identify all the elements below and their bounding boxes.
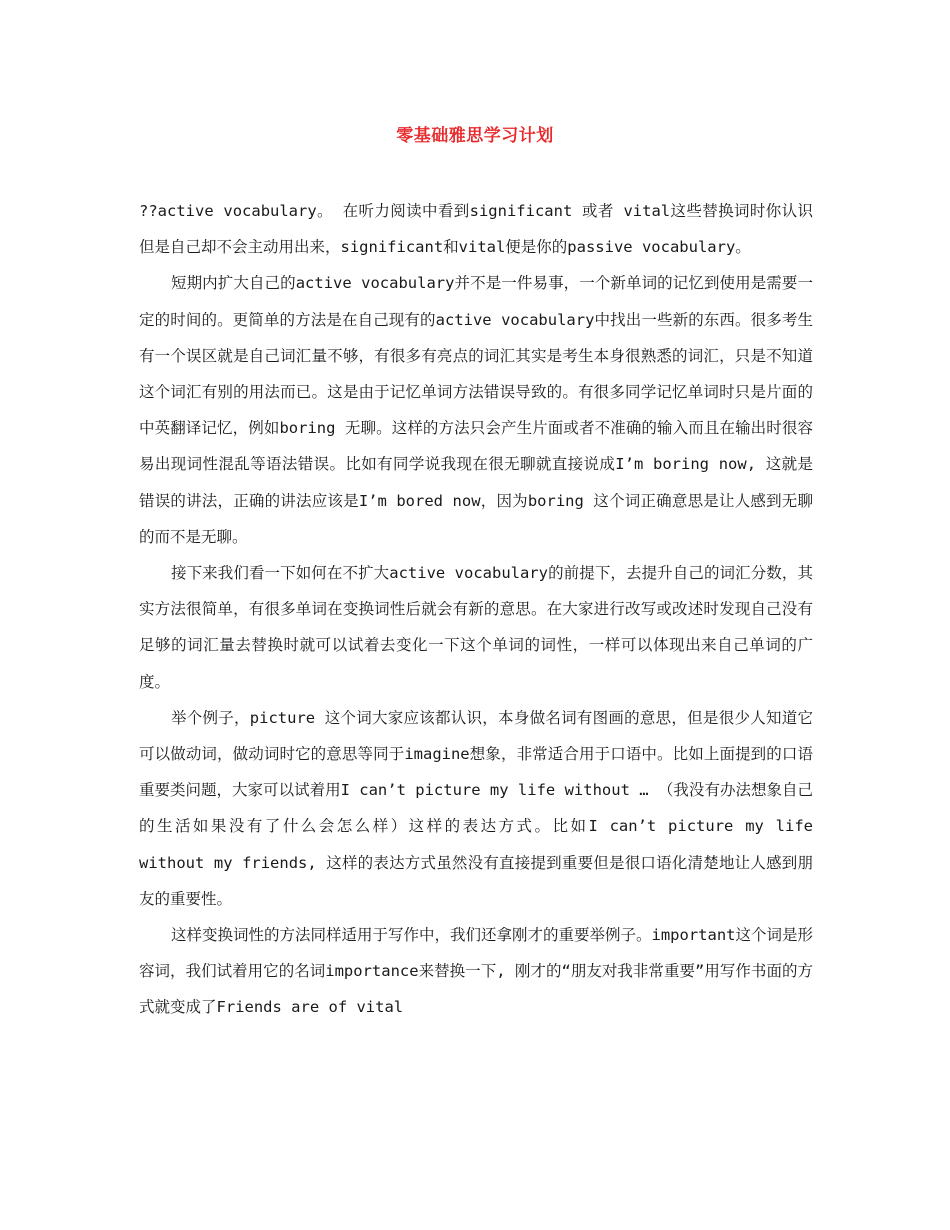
paragraph-5: 这样变换词性的方法同样适用于写作中，我们还拿刚才的重要举例子。important这个词是形容词，我们试着用它的名词importance来替换一下, 刚才的“朋友对我非常重要”用写作书面的方式就变成了Friends are of vital (139, 926, 813, 1017)
paragraph-1: ??active vocabulary。 在听力阅读中看到significant 或者 vital这些替换词时你认识但是自己却不会主动用出来，significant和vital便是你的passive vocabulary。 (139, 202, 813, 257)
document-title: 零基础雅思学习计划 (396, 126, 554, 146)
paragraph-2: 短期内扩大自己的active vocabulary并不是一件易事，一个新单词的记忆到使用是需要一定的时间的。更简单的方法是在自己现有的active vocabulary中找出一些新的东西。很多考生有一个误区就是自己词汇量不够，有很多有亮点的词汇其实是考生本身很熟悉的词汇，只是不知道这个词汇有别的用法而已。这是由于记忆单词方法错误导致的。有很多同学记忆单词时只是片面的中英翻译记忆，例如boring 无聊。这样的方法只会产生片面或者不准确的输入而且在输出时很容易出现词性混乱等语法错误。比如有同学说我现在很无聊就直接说成I’m boring now, 这就是错误的讲法，正确的讲法应该是I’m bored now，因为boring 这个词正确意思是让人感到无聊的而不是无聊。 (139, 274, 813, 546)
document-body (139, 193, 813, 1026)
paragraph-3: 接下来我们看一下如何在不扩大active vocabulary的前提下，去提升自己的词汇分数，其实方法很简单，有很多单词在变换词性后就会有新的意思。在大家进行改写或改述时发现自己没有足够的词汇量去替换时就可以试着去变化一下这个单词的词性，一样可以体现出来自己单词的广度。 (139, 564, 813, 691)
paragraph-4: 举个例子，picture 这个词大家应该都认识，本身做名词有图画的意思，但是很少人知道它可以做动词，做动词时它的意思等同于imagine想象，非常适合用于口语中。比如上面提到的口语重要类问题，大家可以试着用I can’t picture my life without … （我没有办法想象自己的生活如果没有了什么会怎么样）这样的表达方式。比如I can’t picture my life without my friends, 这样的表达方式虽然没有直接提到重要但是很口语化清楚地让人感到朋友的重要性。 (139, 708, 813, 908)
